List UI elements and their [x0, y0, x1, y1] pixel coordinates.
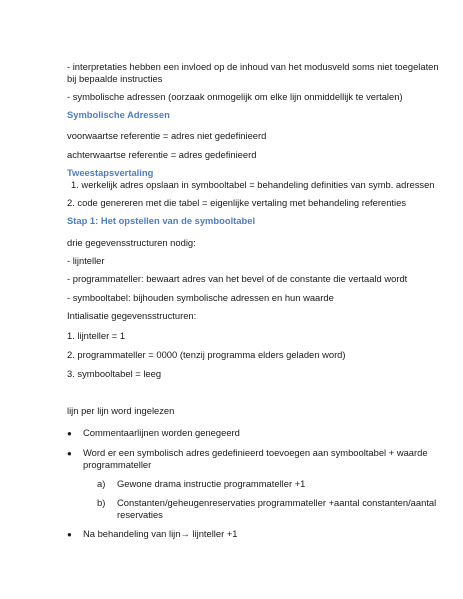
- line-init-1: 1. lijnteller = 1: [67, 330, 126, 341]
- bullet-1: ●: [67, 429, 72, 438]
- line-symbolische-adressen: - symbolische adressen (oorzaak onmogelijk om elke lijn onmiddellijk te vertalen): [67, 91, 403, 102]
- sub-letter-b: b): [97, 497, 106, 508]
- line-programmateller: - programmateller: bewaart adres van het bevel of de constante die vertaald wordt: [67, 273, 408, 284]
- sub-item-b-text-2: reservaties: [117, 509, 163, 520]
- line-achterwaartse: achterwaartse referentie = adres gedefinieerd: [67, 149, 257, 160]
- bullet-2-text-2: programmateller: [83, 459, 152, 470]
- heading-tweestapsvertaling: Tweestapsvertaling: [67, 167, 154, 178]
- line-lijnteller: - lijnteller: [67, 255, 105, 266]
- bullet-1-text: Commentaarlijnen worden genegeerd: [83, 427, 240, 438]
- sub-letter-a: a): [97, 478, 106, 489]
- line-init-3: 3. symbooltabel = leeg: [67, 368, 162, 379]
- line-lijn-per-lijn: lijn per lijn word ingelezen: [67, 405, 175, 416]
- bullet-2: ●: [67, 449, 72, 458]
- bullet-2-text-1: Word er een symbolisch adres gedefinieerd toevoegen aan symbooltabel + waarde: [83, 447, 428, 458]
- line-symbooltabel: - symbooltabel: bijhouden symbolische adressen en hun waarde: [67, 292, 334, 303]
- sub-item-a-text: Gewone drama instructie programmateller +1: [117, 478, 306, 489]
- sub-item-b-text-1: Constanten/geheugenreservaties programmateller +aantal constanten/aantal: [117, 497, 437, 508]
- heading-stap-1: Stap 1: Het opstellen van de symbooltabel: [67, 215, 256, 226]
- heading-symbolische-adressen: Symbolische Adressen: [67, 109, 170, 120]
- line-interpretaties-2: bij bepaalde instructies: [67, 73, 163, 84]
- line-interpretaties-1: - interpretaties hebben een invloed op de inhoud van het modusveld soms niet toegelaten: [67, 61, 439, 72]
- line-gegevensstructuren: drie gegevensstructuren nodig:: [67, 237, 196, 248]
- line-init-2: 2. programmateller = 0000 (tenzij programma elders geladen word): [67, 349, 346, 360]
- line-voorwaartse: voorwaartse referentie = adres niet gedefinieerd: [67, 130, 267, 141]
- line-step-2: 2. code genereren met die tabel = eigenlijke vertaling met behandeling referenties: [67, 197, 407, 208]
- bullet-3: ●: [67, 530, 72, 539]
- line-initialisatie: Intialisatie gegevensstructuren:: [67, 310, 197, 321]
- line-step-1: 1. werkelijk adres opslaan in symbooltabel = behandeling definities van symb. adressen: [71, 179, 435, 190]
- bullet-3-text: Na behandeling van lijn→ lijnteller +1: [83, 528, 238, 539]
